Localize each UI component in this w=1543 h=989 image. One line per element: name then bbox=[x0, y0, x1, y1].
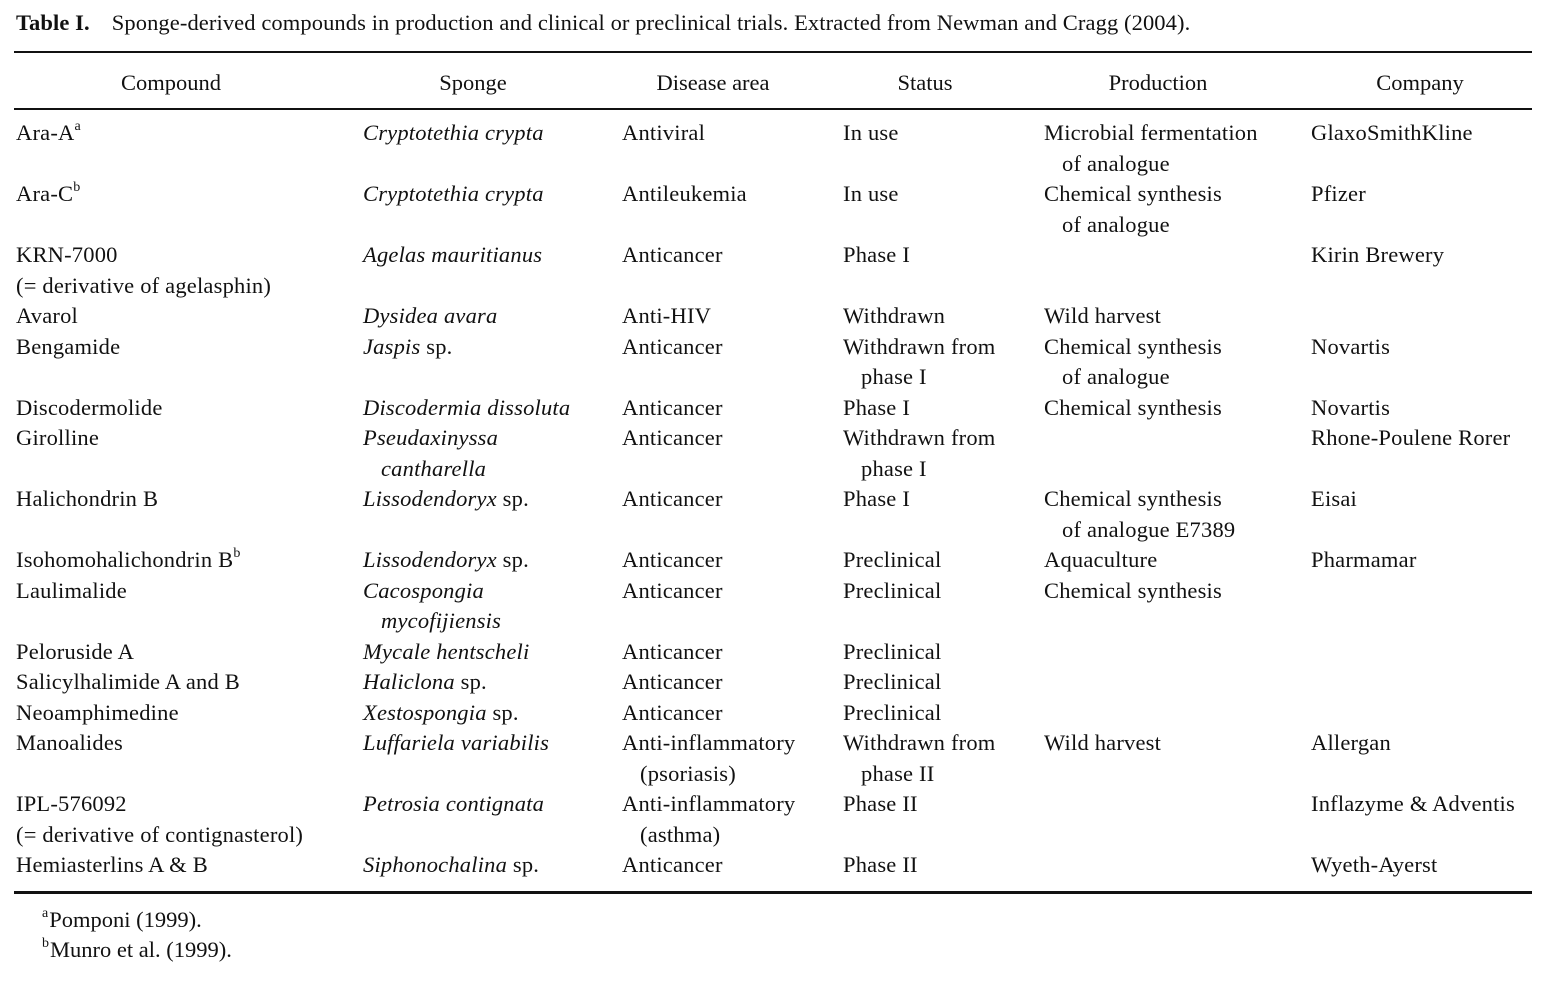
top-rule bbox=[14, 51, 1532, 53]
disease-area-cell bbox=[622, 667, 723, 698]
production-cell-line: of analogue bbox=[1062, 364, 1170, 389]
disease-area-cell bbox=[622, 545, 723, 576]
sponge-line bbox=[363, 637, 529, 668]
status-cell bbox=[843, 118, 899, 149]
disease-area-cell-line: Anti-HIV bbox=[622, 303, 712, 328]
compound-cell bbox=[16, 637, 134, 668]
status-cell-line: Withdrawn from bbox=[843, 333, 996, 359]
disease-area-cell bbox=[622, 637, 723, 668]
compound-cell bbox=[16, 850, 208, 881]
company-cell-line: Eisai bbox=[1311, 486, 1357, 511]
compound-cell bbox=[16, 179, 80, 210]
sponge-name: Siphonochalina bbox=[363, 852, 508, 877]
sponge-line bbox=[363, 576, 501, 607]
production-cell-line: Chemical synthesis bbox=[1044, 577, 1222, 603]
status-cell-line: In use bbox=[843, 181, 899, 206]
company-cell-line: Wyeth-Ayerst bbox=[1311, 852, 1438, 877]
compound-cell-line: Avarol bbox=[16, 303, 79, 328]
disease-area-cell bbox=[622, 393, 723, 424]
sponge-line bbox=[363, 118, 544, 149]
compound-cell bbox=[16, 118, 81, 149]
compound-first-line bbox=[16, 179, 80, 210]
disease-area-cell-line: (psoriasis) bbox=[640, 760, 736, 786]
sponge-name: Cryptotethia crypta bbox=[363, 181, 544, 206]
sponge-cell bbox=[363, 698, 519, 729]
status-cell bbox=[843, 667, 941, 698]
status-cell-line: Preclinical bbox=[843, 669, 942, 694]
production-cell-line: Wild harvest bbox=[1044, 730, 1162, 755]
footnote bbox=[42, 907, 202, 933]
compound-cell-line: Girolline bbox=[16, 425, 100, 450]
compound-first-line bbox=[16, 118, 81, 149]
company-cell-line: Novartis bbox=[1311, 333, 1391, 359]
compound-cell bbox=[16, 728, 123, 759]
footnote-text: Munro et al. (1999). bbox=[50, 937, 232, 962]
sponge-suffix: sp. bbox=[496, 486, 529, 511]
production-cell bbox=[1044, 545, 1157, 576]
compound-cell bbox=[16, 576, 127, 607]
status-cell bbox=[843, 545, 941, 576]
production-cell-line: of analogue bbox=[1062, 211, 1170, 237]
compound-cell-line: Salicylhalimide A and B bbox=[16, 669, 240, 694]
sponge-name: Petrosia contignata bbox=[363, 791, 545, 816]
header-rule bbox=[14, 108, 1532, 110]
disease-area-cell bbox=[622, 179, 747, 210]
status-cell bbox=[843, 240, 910, 271]
sponge-suffix: sp. bbox=[507, 852, 540, 877]
sponge-line bbox=[363, 545, 529, 576]
sponge-name: cantharella bbox=[381, 455, 487, 481]
compound-cell-line: Hemiasterlins A & B bbox=[16, 852, 208, 877]
status-cell-line: Preclinical bbox=[843, 577, 942, 603]
compound-cell bbox=[16, 301, 78, 332]
compound-cell bbox=[16, 332, 120, 363]
status-cell bbox=[843, 393, 910, 424]
sponge-name: Dysidea avara bbox=[363, 303, 498, 328]
production-cell-line: Chemical synthesis bbox=[1044, 181, 1222, 206]
sponge-cell bbox=[363, 576, 501, 637]
sponge-line bbox=[363, 789, 544, 820]
header-sponge: Sponge bbox=[439, 70, 507, 95]
compound-cell-line: KRN-7000 bbox=[16, 242, 118, 267]
status-cell-line: Phase I bbox=[843, 486, 911, 511]
footnote bbox=[42, 937, 232, 963]
status-cell-line: phase II bbox=[861, 760, 935, 786]
status-cell bbox=[843, 789, 918, 820]
sponge-cell bbox=[363, 637, 529, 668]
disease-area-cell bbox=[622, 850, 723, 881]
sponge-cell bbox=[363, 179, 544, 210]
production-cell bbox=[1044, 179, 1222, 240]
production-cell-line: Microbial fermentation bbox=[1044, 120, 1258, 145]
company-cell bbox=[1311, 423, 1510, 454]
footnote-ref: a bbox=[74, 118, 81, 134]
disease-area-cell-line: Anticancer bbox=[622, 547, 723, 572]
footnote-mark: b bbox=[42, 935, 49, 951]
disease-area-cell-line: Anticancer bbox=[622, 638, 723, 664]
company-cell-line: Novartis bbox=[1311, 394, 1391, 420]
compound-cell-line: Ara-A bbox=[16, 120, 75, 145]
status-cell bbox=[843, 728, 995, 789]
sponge-name: Lissodendoryx bbox=[363, 486, 497, 511]
production-cell-line: of analogue E7389 bbox=[1062, 516, 1236, 542]
sponge-line bbox=[363, 698, 519, 729]
production-cell bbox=[1044, 484, 1235, 545]
table-caption-text: Sponge-derived compounds in production and clinical or preclinical trials. Extracted from Newman and Cragg (2004). bbox=[111, 10, 1191, 35]
compound-cell-line: Laulimalide bbox=[16, 577, 127, 603]
compound-cell bbox=[16, 423, 99, 454]
header-compound: Compound bbox=[120, 70, 222, 95]
disease-area-cell bbox=[622, 576, 723, 607]
disease-area-cell-line: Anticancer bbox=[622, 669, 723, 694]
status-cell-line: In use bbox=[843, 120, 899, 145]
sponge-line bbox=[363, 393, 570, 424]
status-cell bbox=[843, 332, 995, 393]
sponge-name: Pseudaxinyssa bbox=[363, 425, 499, 450]
status-cell-line: Preclinical bbox=[843, 638, 942, 664]
footnote-mark: a bbox=[42, 905, 49, 921]
disease-area-cell bbox=[622, 698, 723, 729]
production-cell-line: Aquaculture bbox=[1044, 547, 1158, 572]
compound-cell-line: Manoalides bbox=[16, 730, 123, 755]
production-cell-line: Chemical synthesis bbox=[1044, 486, 1222, 511]
sponge-name: Xestospongia bbox=[363, 699, 487, 725]
sponge-cell bbox=[363, 728, 549, 759]
sponge-cell bbox=[363, 789, 544, 820]
production-cell-line: Wild harvest bbox=[1044, 303, 1162, 328]
sponge-cell bbox=[363, 393, 570, 424]
compound-cell-line: (= derivative of contignasterol) bbox=[16, 821, 304, 847]
sponge-cell bbox=[363, 423, 498, 484]
disease-area-cell-line: Anti-inflammatory bbox=[622, 730, 796, 755]
sponge-name: Cryptotethia crypta bbox=[363, 120, 544, 145]
sponge-name: Agelas mauritianus bbox=[363, 242, 543, 267]
disease-area-cell bbox=[622, 789, 795, 850]
production-cell bbox=[1044, 728, 1161, 759]
company-cell bbox=[1311, 789, 1515, 820]
sponge-line bbox=[363, 454, 498, 485]
production-cell bbox=[1044, 118, 1258, 179]
company-cell-line: Pharmamar bbox=[1311, 547, 1417, 572]
company-cell-line: Inflazyme & Adventis bbox=[1311, 791, 1515, 816]
company-cell bbox=[1311, 240, 1444, 271]
status-cell-line: Withdrawn from bbox=[843, 730, 996, 755]
company-cell bbox=[1311, 850, 1437, 881]
company-cell bbox=[1311, 332, 1390, 363]
disease-area-cell bbox=[622, 332, 723, 363]
company-cell-line: Allergan bbox=[1311, 730, 1391, 755]
sponge-line bbox=[363, 667, 487, 698]
sponge-name: Discodermia dissoluta bbox=[363, 394, 571, 420]
sponge-cell bbox=[363, 545, 529, 576]
company-cell bbox=[1311, 118, 1473, 149]
company-cell-line: GlaxoSmithKline bbox=[1311, 120, 1473, 145]
header-production: Production bbox=[1108, 70, 1208, 95]
company-cell bbox=[1311, 179, 1366, 210]
header-disease-area: Disease area bbox=[656, 70, 770, 95]
sponge-cell bbox=[363, 667, 487, 698]
status-cell bbox=[843, 637, 941, 668]
sponge-line bbox=[363, 606, 501, 637]
compound-cell-line: Discodermolide bbox=[16, 394, 163, 420]
sponge-line bbox=[363, 484, 529, 515]
company-cell bbox=[1311, 484, 1357, 515]
sponge-name: Jaspis bbox=[363, 333, 421, 359]
sponge-line bbox=[363, 423, 498, 454]
sponge-line bbox=[363, 240, 542, 271]
sponge-suffix: sp. bbox=[486, 699, 519, 725]
disease-area-cell bbox=[622, 728, 795, 789]
sponge-line bbox=[363, 332, 453, 363]
sponge-line bbox=[363, 728, 549, 759]
compound-cell bbox=[16, 393, 163, 424]
footnote-text: Pomponi (1999). bbox=[49, 907, 202, 932]
sponge-cell bbox=[363, 118, 544, 149]
disease-area-cell-line: (asthma) bbox=[640, 821, 721, 847]
sponge-suffix: sp. bbox=[496, 547, 529, 572]
table-caption bbox=[16, 10, 1190, 36]
sponge-suffix: sp. bbox=[420, 333, 453, 359]
sponge-name: Luffariela variabilis bbox=[363, 730, 550, 755]
status-cell bbox=[843, 484, 910, 515]
status-cell-line: Phase I bbox=[843, 242, 911, 267]
status-cell bbox=[843, 850, 918, 881]
company-cell-line: Pfizer bbox=[1311, 181, 1366, 206]
compound-cell bbox=[16, 667, 240, 698]
disease-area-cell-line: Anticancer bbox=[622, 394, 723, 420]
status-cell bbox=[843, 301, 945, 332]
sponge-cell bbox=[363, 332, 453, 363]
compound-cell bbox=[16, 240, 271, 301]
sponge-cell bbox=[363, 301, 497, 332]
company-cell bbox=[1311, 393, 1390, 424]
table-label: Table I. bbox=[16, 10, 90, 35]
status-cell bbox=[843, 423, 995, 484]
compound-first-line bbox=[16, 545, 241, 576]
status-cell-line: Withdrawn from bbox=[843, 425, 996, 450]
disease-area-cell-line: Anti-inflammatory bbox=[622, 791, 796, 816]
disease-area-cell-line: Anticancer bbox=[622, 699, 723, 725]
compound-cell-line: IPL-576092 bbox=[16, 791, 127, 816]
disease-area-cell-line: Anticancer bbox=[622, 486, 723, 511]
compound-cell-line: (= derivative of agelasphin) bbox=[16, 272, 272, 298]
sponge-name: Haliclona bbox=[363, 669, 455, 694]
status-cell-line: Preclinical bbox=[843, 547, 942, 572]
bottom-rule bbox=[14, 891, 1532, 894]
compound-cell-line: Bengamide bbox=[16, 333, 121, 359]
sponge-line bbox=[363, 850, 539, 881]
status-cell-line: Phase II bbox=[843, 791, 918, 816]
status-cell bbox=[843, 576, 941, 607]
compound-cell bbox=[16, 545, 241, 576]
compound-cell bbox=[16, 484, 158, 515]
company-cell bbox=[1311, 545, 1417, 576]
status-cell bbox=[843, 698, 941, 729]
production-cell bbox=[1044, 576, 1222, 607]
status-cell-line: Phase II bbox=[843, 852, 918, 877]
sponge-line bbox=[363, 179, 544, 210]
disease-area-cell-line: Anticancer bbox=[622, 852, 723, 877]
compound-cell-line: Neoamphimedine bbox=[16, 699, 179, 725]
footnote-ref: b bbox=[73, 179, 81, 195]
status-cell-line: Phase I bbox=[843, 394, 911, 420]
production-cell-line: of analogue bbox=[1062, 150, 1170, 176]
compound-cell-line: Isohomohalichondrin B bbox=[16, 547, 234, 572]
production-cell-line: Chemical synthesis bbox=[1044, 333, 1222, 359]
sponge-cell bbox=[363, 484, 529, 515]
status-cell bbox=[843, 179, 899, 210]
sponge-name: Lissodendoryx bbox=[363, 547, 497, 572]
compound-cell-line: Ara-C bbox=[16, 181, 74, 206]
sponge-suffix: sp. bbox=[454, 669, 487, 694]
production-cell bbox=[1044, 332, 1222, 393]
status-cell-line: Withdrawn bbox=[843, 303, 946, 328]
compound-cell-line: Peloruside A bbox=[16, 638, 135, 664]
disease-area-cell-line: Anticancer bbox=[622, 242, 723, 267]
status-cell-line: phase I bbox=[861, 364, 927, 389]
header-status: Status bbox=[897, 70, 953, 95]
header-company: Company bbox=[1376, 70, 1464, 95]
sponge-cell bbox=[363, 240, 542, 271]
compound-cell-line: Halichondrin B bbox=[16, 486, 159, 511]
disease-area-cell-line: Anticancer bbox=[622, 425, 723, 450]
disease-area-cell-line: Antiviral bbox=[622, 120, 706, 145]
compound-cell bbox=[16, 789, 303, 850]
production-cell bbox=[1044, 301, 1161, 332]
sponge-line bbox=[363, 301, 497, 332]
disease-area-cell bbox=[622, 423, 723, 454]
disease-area-cell bbox=[622, 118, 705, 149]
disease-area-cell-line: Antileukemia bbox=[622, 181, 747, 206]
disease-area-cell-line: Anticancer bbox=[622, 333, 723, 359]
compound-cell bbox=[16, 698, 179, 729]
sponge-name: Cacospongia bbox=[363, 577, 484, 603]
production-cell-line: Chemical synthesis bbox=[1044, 394, 1222, 420]
status-cell-line: Preclinical bbox=[843, 699, 942, 725]
disease-area-cell bbox=[622, 301, 711, 332]
company-cell bbox=[1311, 728, 1391, 759]
production-cell bbox=[1044, 393, 1222, 424]
sponge-name: Mycale hentscheli bbox=[363, 638, 530, 664]
company-cell-line: Kirin Brewery bbox=[1311, 242, 1445, 267]
company-cell-line: Rhone-Poulene Rorer bbox=[1311, 425, 1511, 450]
sponge-cell bbox=[363, 850, 539, 881]
disease-area-cell bbox=[622, 484, 723, 515]
footnote-ref: b bbox=[233, 545, 241, 561]
sponge-name: mycofijiensis bbox=[381, 608, 502, 633]
status-cell-line: phase I bbox=[861, 455, 927, 481]
disease-area-cell-line: Anticancer bbox=[622, 577, 723, 603]
disease-area-cell bbox=[622, 240, 723, 271]
